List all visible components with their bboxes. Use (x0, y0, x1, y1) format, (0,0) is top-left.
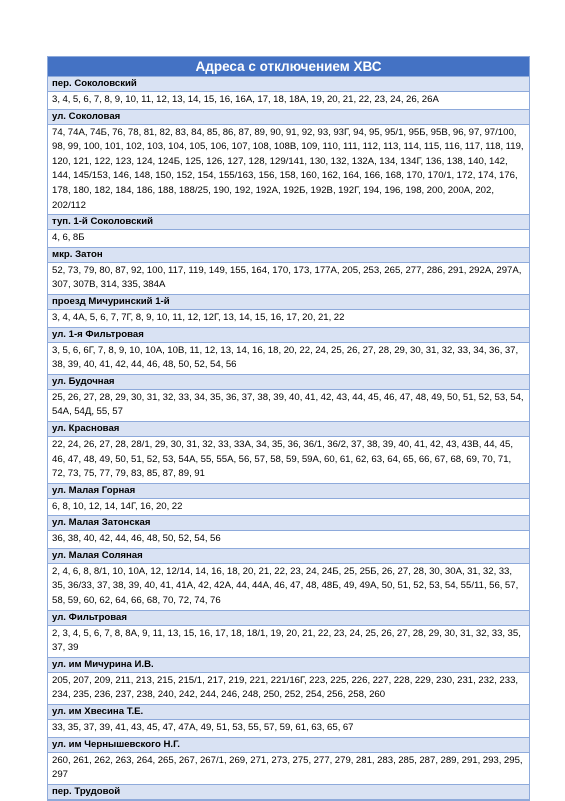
house-numbers: 36, 38, 40, 42, 44, 46, 48, 50, 52, 54, 56 (48, 531, 529, 549)
street-name: ул. им Чернышевского Н.Г. (48, 738, 529, 753)
house-numbers: 33, 35, 37, 39, 41, 43, 45, 47, 47А, 49, 51, 53, 55, 57, 59, 61, 63, 65, 67 (48, 720, 529, 738)
house-numbers: 74, 74А, 74Б, 76, 78, 81, 82, 83, 84, 85, 86, 87, 89, 90, 91, 92, 93, 93Г, 94, 95, 95/1, 95Б, 95В, 96, 97, 97/100, 98, 99, 100, 101, 102, 103, 104, 105, 106, 107, 108, 108В, 109, 110, 111, 112, 113, 114, 115, 116, 117, 118, 119, 120, 121, 122, 123, 124, 124Б, 125, 126, 127, 128, 129/141, 130, 132, 132А, 134, 134Г, 136, 138, 140, 142, 144, 145/153, 146, 148, 150, 152, 154, 155/163, 156, 158, 160, 162, 164, 166, 168, 170, 170/1, 172, 174, 176, 178, 180, 182, 184, 186, 188, 188/25, 190, 192, 192А, 192Б, 192В, 192Г, 194, 196, 198, 200, 200А, 202, 202/112 (48, 125, 529, 216)
street-name: ул. Малая Затонская (48, 516, 529, 531)
street-name: мкр. Затон (48, 248, 529, 263)
house-numbers: 4, 6, 8Б (48, 230, 529, 248)
house-numbers: 260, 261, 262, 263, 264, 265, 267, 267/1, 269, 271, 273, 275, 277, 279, 281, 283, 285, 287, 289, 291, 293, 295, 297 (48, 753, 529, 785)
street-name: ул. им Мичурина И.В. (48, 658, 529, 673)
house-numbers: 2, 4, 6, 8, 8/1, 10, 10А, 12, 12/14, 14, 16, 18, 20, 21, 22, 23, 24, 24Б, 25, 25Б, 26, 27, 28, 30, 30А, 31, 32, 33, 35, 36/33, 37, 38, 39, 40, 41, 41А, 42, 42А, 44, 44А, 46, 47, 48, 48Б, 49, 49А, 50, 51, 52, 53, 54, 55/11, 56, 57, 58, 59, 60, 62, 64, 66, 68, 70, 72, 74, 76 (48, 564, 529, 611)
street-name: ул. Фильтровая (48, 611, 529, 626)
street-name: ул. им Хвесина Т.Е. (48, 705, 529, 720)
street-name: ул. 1-я Фильтровая (48, 328, 529, 343)
table-rows (48, 77, 529, 800)
street-name: ул. Красновая (48, 422, 529, 437)
house-numbers: 25, 26, 27, 28, 29, 30, 31, 32, 33, 34, 35, 36, 37, 38, 39, 40, 41, 42, 43, 44, 45, 46, 47, 48, 49, 50, 51, 52, 53, 54, 54А, 54Д, 55, 57 (48, 390, 529, 422)
street-name: проезд Мичуринский 1-й (48, 295, 529, 310)
house-numbers: 6, 8, 10, 12, 14, 14Г, 16, 20, 22 (48, 499, 529, 517)
house-numbers: 22, 24, 26, 27, 28, 28/1, 29, 30, 31, 32, 33, 33А, 34, 35, 36, 36/1, 36/2, 37, 38, 39, 40, 41, 42, 43, 43В, 44, 45, 46, 47, 48, 49, 50, 51, 52, 53, 54А, 55, 55А, 56, 57, 58, 59, 59А, 60, 61, 62, 63, 64, 65, 66, 67, 68, 69, 70, 71, 72, 73, 75, 77, 79, 83, 85, 87, 89, 91 (48, 437, 529, 484)
house-numbers: 205, 207, 209, 211, 213, 215, 215/1, 217, 219, 221, 221/16Г, 223, 225, 226, 227, 228, 229, 230, 231, 232, 233, 234, 235, 236, 237, 238, 240, 242, 244, 246, 248, 250, 252, 254, 256, 258, 260 (48, 673, 529, 705)
street-name: ул. Будочная (48, 375, 529, 390)
street-name: ул. Соколовая (48, 110, 529, 125)
street-name: пер. Соколовский (48, 77, 529, 92)
house-numbers: 3, 4, 5, 6, 7, 8, 9, 10, 11, 12, 13, 14, 15, 16, 16А, 17, 18, 18А, 19, 20, 21, 22, 23, 24, 26, 26А (48, 92, 529, 110)
house-numbers: 3, 4, 4А, 5, 6, 7, 7Г, 8, 9, 10, 11, 12, 12Г, 13, 14, 15, 16, 17, 20, 21, 22 (48, 310, 529, 328)
street-name: ул. Малая Соляная (48, 549, 529, 564)
street-name: ул. Малая Горная (48, 484, 529, 499)
street-name: пер. Трудовой (48, 785, 529, 800)
street-name: туп. 1-й Соколовский (48, 215, 529, 230)
address-table (47, 56, 530, 801)
house-numbers: 52, 73, 79, 80, 87, 92, 100, 117, 119, 149, 155, 164, 170, 173, 177А, 205, 253, 265, 277, 286, 291, 292А, 297А, 307, 307В, 314, 335, 384А (48, 263, 529, 295)
house-numbers: 2, 3, 4, 5, 6, 7, 8, 8А, 9, 11, 13, 15, 16, 17, 18, 18/1, 19, 20, 21, 22, 23, 24, 25, 26, 27, 28, 29, 30, 31, 32, 33, 35, 37, 39 (48, 626, 529, 658)
table-title: Адреса с отключением ХВС (48, 57, 529, 77)
house-numbers: 3, 5, 6, 6Г, 7, 8, 9, 10, 10А, 10В, 11, 12, 13, 14, 16, 18, 20, 22, 24, 25, 26, 27, 28, 29, 30, 31, 32, 33, 34, 36, 37, 38, 39, 40, 41, 42, 44, 46, 48, 50, 52, 54, 56 (48, 343, 529, 375)
